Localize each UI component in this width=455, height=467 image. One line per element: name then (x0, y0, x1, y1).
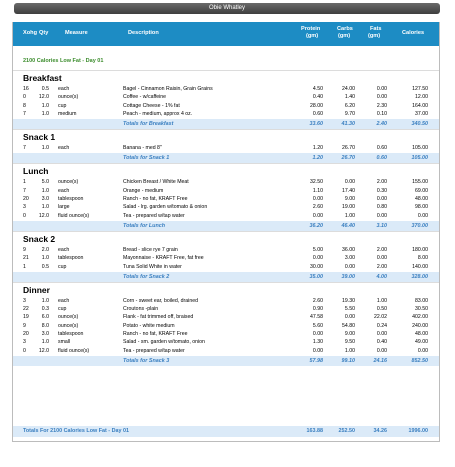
cell-fats: 2.30 (376, 102, 387, 109)
cell-xohg: 3 (23, 297, 26, 304)
cell-carbs: 19.00 (342, 204, 355, 211)
cell-qty: 2.0 (41, 246, 49, 253)
total-fats: 0.60 (376, 155, 387, 162)
cell-measure: fluid ounce(s) (58, 347, 90, 354)
cell-carbs: 0.00 (344, 263, 355, 270)
cell-xohg: 3 (23, 339, 26, 346)
food-row (13, 187, 439, 195)
cell-protein: 2.60 (312, 204, 323, 211)
grand-total-label: Totals For 2100 Calories Low Fat - Day 01 (23, 428, 129, 434)
cell-qty: 12.0 (38, 94, 49, 101)
meal-total-row (13, 272, 439, 282)
cell-protein: 0.90 (312, 306, 323, 313)
cell-protein: 0.00 (312, 255, 323, 262)
cell-carbs: 26.70 (342, 145, 355, 152)
cell-description: Corn - sweet ear, boiled, drained (123, 297, 198, 304)
window-title-bar (14, 3, 440, 14)
col-protein: Protein (301, 26, 321, 32)
cell-measure: small (58, 339, 71, 346)
total-carbs: 39.00 (341, 273, 355, 280)
meal-total-row (13, 119, 439, 129)
col-fats-unit: (gm) (368, 33, 381, 39)
cell-carbs: 9.00 (344, 331, 355, 338)
cell-carbs: 0.00 (344, 314, 355, 321)
cell-xohg: 0 (23, 212, 26, 219)
cell-carbs: 3.00 (344, 255, 355, 262)
food-row (13, 347, 439, 355)
cell-calories: 12.00 (415, 94, 428, 101)
cell-protein: 32.50 (310, 179, 323, 186)
cell-description: Tuna Solid White in water (123, 263, 182, 270)
grand-total-calories: 1996.00 (408, 428, 428, 434)
cell-protein: 5.00 (312, 246, 323, 253)
meal-total-row (13, 153, 439, 163)
total-calories: 328.00 (411, 273, 428, 280)
col-calories: Calories (402, 30, 425, 36)
cell-calories: 37.00 (415, 110, 428, 117)
cell-xohg: 16 (23, 86, 29, 92)
cell-carbs: 36.00 (342, 246, 355, 253)
cell-xohg: 20 (23, 196, 29, 203)
cell-protein: 2.60 (312, 297, 323, 304)
total-calories: 340.50 (411, 121, 428, 128)
cell-description: Chicken Breast / White Meat (123, 179, 189, 186)
cell-fats: 0.00 (376, 86, 387, 92)
cell-carbs: 1.40 (344, 94, 355, 101)
cell-measure: cup (58, 102, 67, 109)
cell-calories: 164.00 (412, 102, 428, 109)
food-row (13, 212, 439, 220)
meal-title: Lunch (13, 163, 439, 178)
cell-xohg: 22 (23, 306, 29, 313)
food-row (13, 305, 439, 313)
cell-description: Salad - lrg. garden w/tomato & onion (123, 204, 208, 211)
cell-qty: 1.0 (41, 110, 49, 117)
food-row (13, 297, 439, 305)
cell-carbs: 17.40 (342, 187, 355, 194)
cell-fats: 1.00 (376, 297, 387, 304)
cell-qty: 1.0 (41, 204, 49, 211)
total-carbs: 99.10 (341, 357, 355, 364)
total-label: Totals for Snack 2 (123, 273, 170, 280)
cell-qty: 1.0 (41, 145, 49, 152)
cell-xohg: 9 (23, 246, 26, 253)
food-row (13, 313, 439, 321)
cell-calories: 105.00 (412, 145, 428, 152)
table-header (13, 22, 439, 46)
cell-qty: 1.0 (41, 102, 49, 109)
cell-fats: 0.24 (376, 322, 387, 329)
cell-description: Orange - medium (123, 187, 164, 194)
cell-carbs: 1.00 (344, 347, 355, 354)
cell-measure: each (58, 246, 70, 253)
cell-description: Banana - med 8" (123, 145, 162, 152)
cell-xohg: 1 (23, 179, 26, 186)
total-fats: 2.40 (376, 121, 387, 128)
cell-measure: tablespoon (58, 196, 84, 203)
cell-measure: ounce(s) (58, 322, 79, 329)
food-row (13, 102, 439, 110)
cell-fats: 0.00 (376, 347, 387, 354)
total-label: Totals for Snack 1 (123, 155, 170, 162)
cell-xohg: 19 (23, 314, 29, 321)
cell-description: Bagel - Cinnamon Raisin, Grain Grains (123, 86, 213, 92)
cell-description: Bread - slice rye 7 grain (123, 246, 178, 253)
col-fats: Fats (370, 26, 382, 32)
cell-protein: 0.00 (312, 331, 323, 338)
cell-calories: 0.00 (417, 347, 428, 354)
cell-xohg: 8 (23, 102, 26, 109)
cell-qty: 1.0 (41, 297, 49, 304)
total-protein: 33.60 (309, 121, 323, 128)
total-carbs: 46.40 (341, 222, 355, 229)
total-protein: 1.20 (312, 155, 323, 162)
food-row (13, 110, 439, 118)
meal-total-row (13, 221, 439, 231)
cell-carbs: 9.50 (344, 339, 355, 346)
meal-sections (13, 70, 439, 366)
cell-carbs: 24.00 (342, 86, 355, 92)
col-measure: Measure (65, 30, 88, 36)
total-fats: 24.16 (373, 357, 387, 364)
cell-qty: 0.5 (41, 263, 49, 270)
cell-qty: 5.0 (41, 179, 49, 186)
grand-total-carbs: 252.50 (338, 428, 355, 434)
cell-carbs: 9.00 (344, 196, 355, 203)
cell-carbs: 54.80 (342, 322, 355, 329)
cell-qty: 1.0 (41, 187, 49, 194)
cell-description: Tea - prepared w/tap water (123, 347, 185, 354)
grand-total-protein: 163.88 (306, 428, 323, 434)
cell-measure: tablespoon (58, 255, 84, 262)
total-protein: 36.20 (309, 222, 323, 229)
cell-measure: each (58, 145, 70, 152)
cell-measure: cup (58, 263, 67, 270)
cell-protein: 47.58 (310, 314, 323, 321)
total-label: Totals for Lunch (123, 222, 166, 229)
cell-xohg: 3 (23, 204, 26, 211)
cell-fats: 0.00 (376, 212, 387, 219)
cell-protein: 4.50 (312, 86, 323, 92)
cell-description: Potato - white medium (123, 322, 175, 329)
food-row (13, 203, 439, 211)
total-fats: 4.00 (376, 273, 387, 280)
cell-xohg: 7 (23, 110, 26, 117)
cell-description: Ranch - no fat, KRAFT Free (123, 331, 188, 338)
total-carbs: 41.30 (341, 121, 355, 128)
food-row (13, 195, 439, 203)
cell-qty: 12.0 (38, 212, 49, 219)
cell-calories: 8.00 (417, 255, 428, 262)
food-row (13, 254, 439, 262)
meal-title: Breakfast (13, 70, 439, 85)
cell-xohg: 21 (23, 255, 29, 262)
cell-measure: fluid ounce(s) (58, 212, 90, 219)
col-description: Description (128, 30, 159, 36)
col-xohg: Xohg (23, 30, 37, 36)
cell-fats: 0.50 (376, 306, 387, 313)
cell-measure: medium (58, 110, 77, 117)
cell-qty: 0.3 (41, 306, 49, 313)
window-title: Obie Whatley (208, 5, 245, 11)
cell-measure: ounce(s) (58, 314, 79, 321)
col-carbs-unit: (gm) (338, 33, 351, 39)
cell-qty: 6.0 (41, 314, 49, 321)
total-calories: 852.50 (411, 357, 428, 364)
total-label: Totals for Snack 3 (123, 357, 170, 364)
total-calories: 370.00 (411, 222, 428, 229)
cell-measure: each (58, 297, 70, 304)
cell-qty: 1.0 (41, 339, 49, 346)
food-row (13, 263, 439, 271)
cell-qty: 3.0 (41, 196, 49, 203)
cell-protein: 30.00 (310, 263, 323, 270)
grand-total-row (13, 426, 439, 437)
total-protein: 35.00 (309, 273, 323, 280)
col-qty: Qty (39, 30, 49, 36)
cell-calories: 49.00 (415, 339, 428, 346)
cell-xohg: 7 (23, 187, 26, 194)
cell-description: Mayonnaise - KRAFT Free, fat free (123, 255, 204, 262)
cell-measure: cup (58, 306, 67, 313)
cell-fats: 0.00 (376, 196, 387, 203)
cell-fats: 0.80 (376, 204, 387, 211)
cell-calories: 180.00 (412, 246, 428, 253)
cell-carbs: 5.50 (344, 306, 355, 313)
cell-qty: 1.0 (41, 255, 49, 262)
total-protein: 57.98 (309, 357, 323, 364)
cell-calories: 127.50 (412, 86, 428, 92)
meal-title: Snack 1 (13, 129, 439, 144)
cell-protein: 1.10 (312, 187, 323, 194)
cell-carbs: 1.00 (344, 212, 355, 219)
total-fats: 3.10 (376, 222, 387, 229)
cell-fats: 22.02 (374, 314, 387, 321)
cell-description: Ranch - no fat, KRAFT Free (123, 196, 188, 203)
cell-qty: 12.0 (38, 347, 49, 354)
food-row (13, 178, 439, 186)
cell-measure: each (58, 187, 70, 194)
cell-calories: 155.00 (412, 179, 428, 186)
cell-protein: 0.60 (312, 110, 323, 117)
cell-xohg: 20 (23, 331, 29, 338)
total-label: Totals for Breakfast (123, 121, 174, 128)
cell-protein: 5.60 (312, 322, 323, 329)
cell-xohg: 0 (23, 94, 26, 101)
total-carbs: 26.70 (341, 155, 355, 162)
cell-description: Salad - sm. garden w/tomato, onion (123, 339, 205, 346)
cell-calories: 140.00 (412, 263, 428, 270)
cell-xohg: 9 (23, 322, 26, 329)
cell-carbs: 6.20 (344, 102, 355, 109)
cell-fats: 2.00 (376, 246, 387, 253)
cell-fats: 2.00 (376, 263, 387, 270)
food-row (13, 246, 439, 254)
cell-calories: 240.00 (412, 322, 428, 329)
cell-protein: 0.00 (312, 347, 323, 354)
cell-calories: 0.00 (417, 212, 428, 219)
cell-measure: large (58, 204, 70, 211)
meal-title: Snack 2 (13, 231, 439, 246)
cell-measure: tablespoon (58, 331, 84, 338)
cell-calories: 48.00 (415, 196, 428, 203)
cell-protein: 0.00 (312, 212, 323, 219)
cell-fats: 0.00 (376, 94, 387, 101)
grand-total-fats: 34.26 (373, 428, 387, 434)
cell-fats: 0.10 (376, 110, 387, 117)
cell-protein: 0.00 (312, 196, 323, 203)
cell-fats: 0.00 (376, 255, 387, 262)
cell-xohg: 1 (23, 263, 26, 270)
cell-calories: 48.00 (415, 331, 428, 338)
cell-description: Peach - medium, approx 4 oz. (123, 110, 193, 117)
cell-description: Coffee - w/caffeine (123, 94, 167, 101)
food-row (13, 93, 439, 101)
cell-xohg: 0 (23, 347, 26, 354)
plan-title: 2100 Calories Low Fat - Day 01 (23, 58, 104, 64)
cell-measure: each (58, 86, 70, 92)
food-row (13, 322, 439, 330)
food-row (13, 338, 439, 346)
meal-plan-panel (12, 22, 440, 442)
cell-calories: 30.50 (415, 306, 428, 313)
meal-total-row (13, 356, 439, 366)
cell-qty: 8.0 (41, 322, 49, 329)
col-carbs: Carbs (337, 26, 353, 32)
cell-qty: 0.5 (41, 86, 49, 92)
cell-measure: ounce(s) (58, 94, 79, 101)
cell-protein: 0.40 (312, 94, 323, 101)
food-row (13, 144, 439, 152)
cell-fats: 0.40 (376, 339, 387, 346)
cell-carbs: 0.00 (344, 179, 355, 186)
cell-fats: 0.30 (376, 187, 387, 194)
cell-calories: 69.00 (415, 187, 428, 194)
col-protein-unit: (gm) (306, 33, 319, 39)
cell-fats: 0.60 (376, 145, 387, 152)
cell-calories: 83.00 (415, 297, 428, 304)
total-calories: 105.00 (411, 155, 428, 162)
cell-description: Croutons -plain (123, 306, 159, 313)
cell-description: Flank - fat trimmed off, braised (123, 314, 194, 321)
food-row (13, 85, 439, 93)
cell-calories: 402.00 (412, 314, 428, 321)
cell-qty: 3.0 (41, 331, 49, 338)
food-row (13, 330, 439, 338)
cell-carbs: 19.30 (342, 297, 355, 304)
cell-protein: 1.20 (312, 145, 323, 152)
cell-description: Cottage Cheese - 1% fat (123, 102, 180, 109)
cell-protein: 1.30 (312, 339, 323, 346)
meal-title: Dinner (13, 282, 439, 297)
cell-fats: 2.00 (376, 179, 387, 186)
cell-xohg: 7 (23, 145, 26, 152)
cell-description: Tea - prepared w/tap water (123, 212, 185, 219)
cell-measure: ounce(s) (58, 179, 79, 186)
cell-fats: 0.00 (376, 331, 387, 338)
cell-protein: 28.00 (310, 102, 323, 109)
cell-carbs: 9.70 (344, 110, 355, 117)
cell-calories: 98.00 (415, 204, 428, 211)
